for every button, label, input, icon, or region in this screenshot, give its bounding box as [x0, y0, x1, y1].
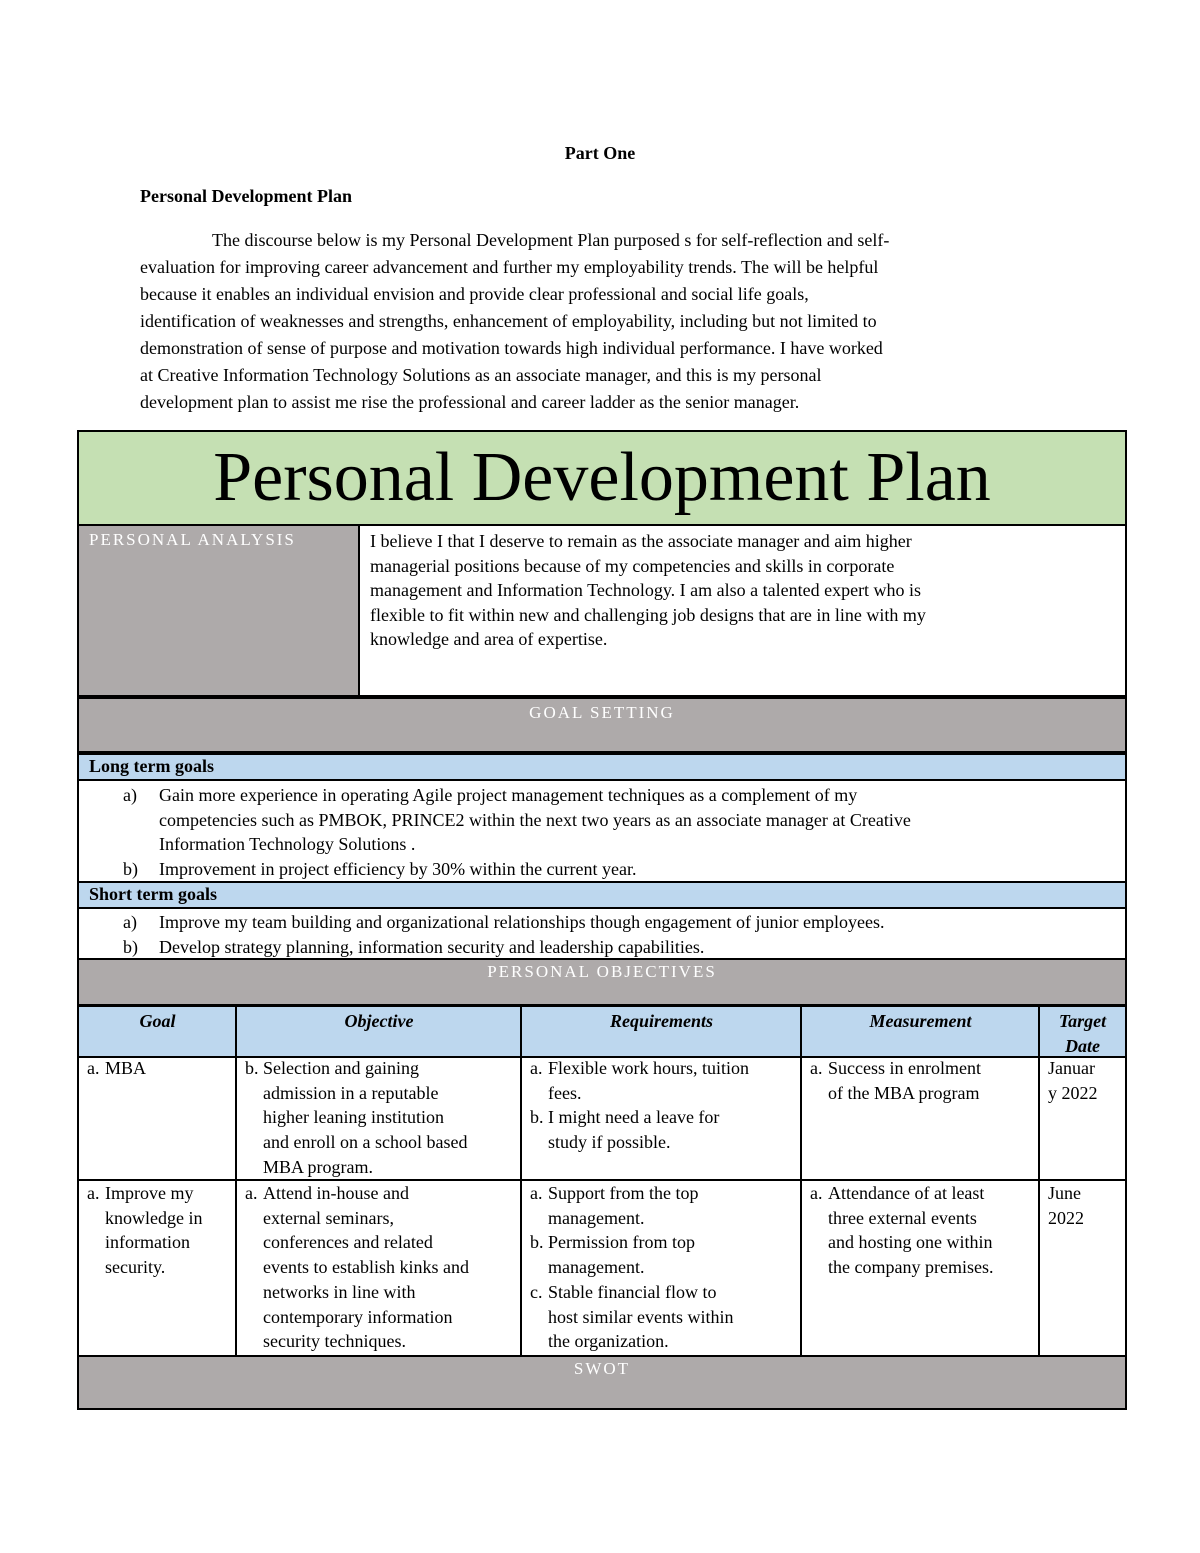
cell-line: the organization. [548, 1331, 669, 1352]
analysis-line: managerial positions because of my competencies and skills in corporate [370, 555, 895, 576]
cell-line: management. [548, 1207, 645, 1228]
cell-line: three external events [828, 1207, 977, 1228]
list-item [79, 857, 1125, 882]
column-header-objective: Objective [235, 1007, 521, 1056]
objectives-header-row [77, 1005, 1127, 1058]
cell-line: I might need a leave for [548, 1107, 720, 1128]
column-header-measurement: Measurement [800, 1007, 1039, 1056]
cell-line: Januar [1048, 1058, 1095, 1078]
swot-band: SWOT [77, 1355, 1127, 1410]
goal-text: Information Technology Solutions . [159, 834, 416, 854]
goal-text: Improvement in project efficiency by 30% within the current year. [159, 858, 637, 879]
cell-line: events to establish kinks and [263, 1257, 469, 1278]
cell-line: security techniques. [263, 1331, 406, 1352]
cell-line: and enroll on a school based [263, 1132, 468, 1153]
table-row [77, 1054, 1127, 1181]
cell-line: contemporary information [263, 1306, 453, 1327]
cell-line: Support from the top [548, 1183, 699, 1203]
part-title: Part One [564, 143, 636, 163]
cell-line: MBA [105, 1058, 147, 1078]
cell-item [245, 1181, 513, 1354]
item-marker: a. [530, 1058, 543, 1078]
long-term-goals-heading: Long term goals [77, 753, 1127, 781]
cell-item [810, 1181, 1031, 1280]
intro-line: development plan to assist me rise the professional and career ladder as the senior manager. [140, 392, 800, 412]
cell-item [530, 1105, 793, 1154]
cell-line: Permission from top [548, 1232, 695, 1253]
intro-line: evaluation for improving career advancement and further my employability trends. The will be helpful [140, 257, 879, 277]
personal-analysis-text [359, 525, 1127, 697]
item-marker: a. [87, 1058, 100, 1078]
column-header-requirements: Requirements [520, 1007, 801, 1056]
cell-line: management. [548, 1257, 645, 1278]
cell-item [530, 1230, 793, 1279]
target-date-cell [1038, 1054, 1127, 1179]
cell-line: Success in enrolment [828, 1058, 981, 1078]
list-item [79, 935, 1125, 960]
cell-item [245, 1056, 513, 1180]
list-item [79, 910, 1125, 935]
cell-line: 2022 [1048, 1207, 1084, 1228]
objective-cell [235, 1054, 521, 1179]
goal-text: Gain more experience in operating Agile project management techniques as a complement of my [159, 785, 858, 805]
cell-line: Attend in-house and [263, 1183, 409, 1203]
analysis-line: flexible to fit within new and challenging job designs that are in line with my [370, 604, 926, 625]
requirements-cell [520, 1054, 801, 1179]
measurement-cell [800, 1179, 1039, 1356]
measurement-cell [800, 1054, 1039, 1179]
personal-analysis-label: PERSONAL ANALYSIS [77, 525, 360, 697]
cell-line: knowledge in [105, 1207, 203, 1228]
item-marker: b. [530, 1107, 544, 1128]
cell-line: admission in a reputable [263, 1082, 439, 1103]
cell-line: of the MBA program [828, 1082, 980, 1103]
cell-line: conferences and related [263, 1232, 433, 1253]
column-header-target-date [1038, 1007, 1127, 1056]
cell-line: and hosting one within [828, 1232, 993, 1253]
section-heading: Personal Development Plan [140, 186, 352, 206]
goal-cell [77, 1179, 236, 1356]
intro-line: identification of weaknesses and strengths, enhancement of employability, including but not limited to [140, 311, 877, 331]
column-header-goal: Goal [77, 1007, 236, 1056]
target-date-cell [1038, 1179, 1127, 1356]
item-marker: a. [530, 1183, 543, 1203]
short-term-goals-list [77, 909, 1127, 959]
cell-item [87, 1181, 228, 1280]
cell-line: Flexible work hours, tuition [548, 1058, 749, 1078]
list-marker: b) [123, 936, 138, 957]
analysis-line: management and Information Technology. I am also a talented expert who is [370, 580, 922, 600]
intro-line: at Creative Information Technology Solutions as an associate manager, and this is my personal [140, 365, 822, 385]
objective-cell [235, 1179, 521, 1356]
cell-line: external seminars, [263, 1207, 394, 1228]
personal-objectives-band: PERSONAL OBJECTIVES [77, 958, 1127, 1006]
cell-line: networks in line with [263, 1281, 416, 1302]
intro-paragraph [140, 227, 1060, 416]
item-marker: b. [530, 1232, 544, 1253]
plan-banner-title: Personal Development Plan [77, 430, 1127, 526]
intro-line: because it enables an individual envision and provide clear professional and social life goals, [140, 284, 809, 304]
item-marker: a. [810, 1058, 823, 1078]
cell-line: security. [105, 1257, 166, 1278]
cell-line: June [1048, 1183, 1081, 1203]
cell-item [530, 1181, 793, 1230]
target-header-line: Date [1065, 1035, 1100, 1056]
cell-item [530, 1056, 793, 1105]
cell-item [810, 1056, 1031, 1105]
cell-line: Selection and gaining [263, 1058, 419, 1078]
cell-line: host similar events within [548, 1306, 734, 1327]
goal-text: competencies such as PMBOK, PRINCE2 within the next two years as an associate manager at Creative [159, 809, 911, 830]
table-row [77, 1179, 1127, 1356]
cell-line: Improve my [105, 1183, 194, 1203]
long-term-goals-list [77, 781, 1127, 881]
cell-line: fees. [548, 1082, 582, 1103]
item-marker: a. [245, 1183, 258, 1203]
list-marker: a) [123, 912, 137, 932]
cell-line: Attendance of at least [828, 1183, 985, 1203]
goal-text: Develop strategy planning, information security and leadership capabilities. [159, 936, 705, 957]
target-header-line: Target [1058, 1011, 1107, 1031]
short-term-goals-heading: Short term goals [77, 881, 1127, 909]
cell-item [530, 1280, 793, 1354]
list-item [79, 783, 1125, 857]
cell-line: the company premises. [828, 1257, 994, 1278]
analysis-line: knowledge and area of expertise. [370, 629, 608, 649]
item-marker: a. [810, 1183, 823, 1203]
analysis-line: I believe I that I deserve to remain as the associate manager and aim higher [370, 531, 912, 551]
goal-setting-band: GOAL SETTING [77, 697, 1127, 753]
cell-line: study if possible. [548, 1132, 671, 1153]
goal-cell [77, 1054, 236, 1179]
item-marker: a. [87, 1183, 100, 1203]
intro-line: The discourse below is my Personal Development Plan purposed s for self-reflection and self- [212, 230, 890, 250]
list-marker: b) [123, 858, 138, 879]
cell-line: information [105, 1232, 190, 1253]
cell-line: MBA program. [263, 1156, 373, 1177]
cell-line: higher leaning institution [263, 1107, 444, 1128]
goal-text: Improve my team building and organizational relationships though engagement of junior employees. [159, 912, 885, 932]
cell-item [87, 1056, 228, 1081]
intro-line: demonstration of sense of purpose and motivation towards high individual performance. I have worked [140, 338, 883, 358]
item-marker: b. [245, 1058, 259, 1078]
cell-line: y 2022 [1048, 1082, 1098, 1103]
item-marker: c. [530, 1281, 543, 1302]
cell-line: Stable financial flow to [548, 1281, 717, 1302]
requirements-cell [520, 1179, 801, 1356]
list-marker: a) [123, 785, 137, 805]
